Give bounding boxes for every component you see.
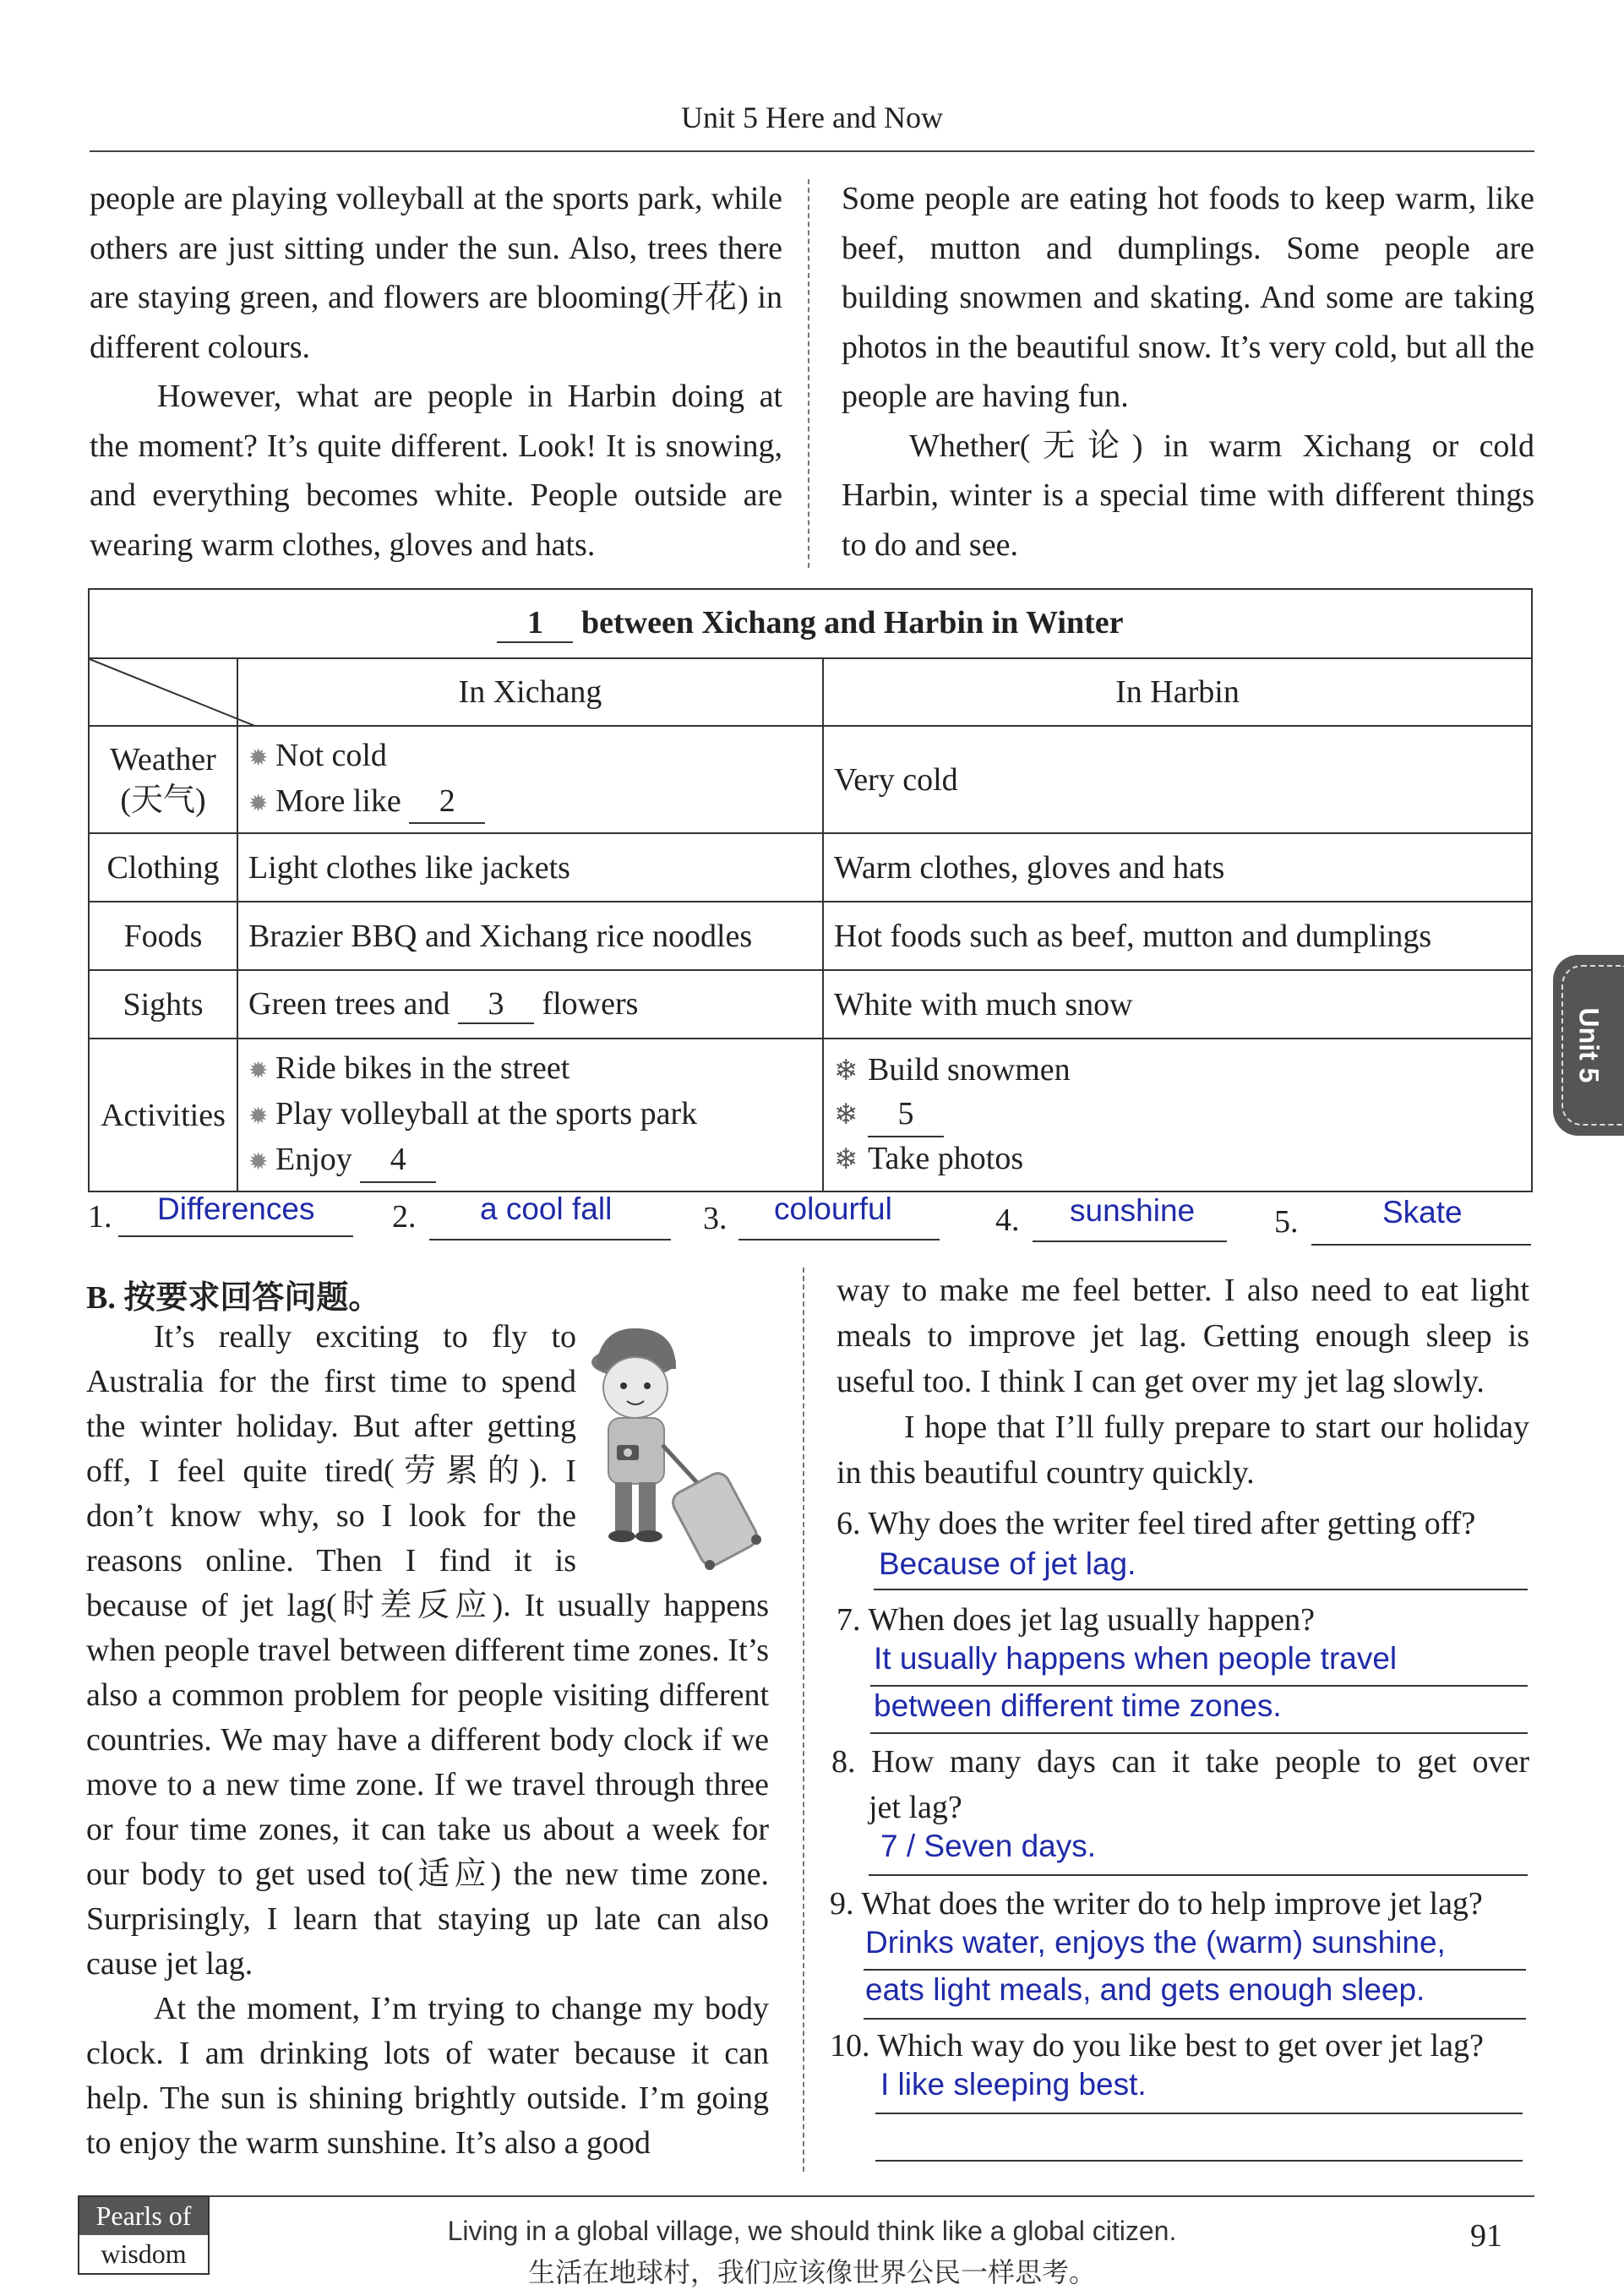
footer-rule xyxy=(90,2195,1534,2197)
passage-left-column xyxy=(90,174,782,570)
clothing-xichang: Light clothes like jackets xyxy=(237,833,823,902)
sights-xichang: Green trees and 3 flowers xyxy=(237,970,823,1039)
footer-quote-cn: 生活在地球村，我们应该像世界公民一样思考。 xyxy=(527,2257,1096,2287)
answer-line xyxy=(738,1239,940,1240)
passage-paragraph: way to make me feel better. I also need to eat light meals to improve jet lag. Getting enough sleep is useful too. I think I can get over my jet lag slowly. xyxy=(837,1273,1529,1399)
section-b-right-passage xyxy=(837,1268,1529,1496)
question-8-line1: 8. How many days can it take people to get over xyxy=(831,1744,1529,1780)
foods-xichang: Brazier BBQ and Xichang rice noodles xyxy=(237,902,823,970)
answer-line xyxy=(118,1235,353,1237)
answer-line xyxy=(875,2113,1523,2114)
section-b-passage-rest xyxy=(86,1584,769,2166)
unit-side-tab[interactable]: Unit 5 xyxy=(1553,955,1624,1136)
passage-line: Australia for the first time to spend xyxy=(86,1364,576,1399)
answer-line xyxy=(869,1874,1528,1876)
question-10: 10. Which way do you like best to get over jet lag? xyxy=(830,2028,1484,2064)
traveler-illustration xyxy=(583,1318,786,1572)
answer-9-line1[interactable]: Drinks water, enjoys the (warm) sunshine, xyxy=(865,1925,1446,1960)
answer-line xyxy=(870,1685,1528,1687)
passage-paragraph: However, what are people in Harbin doing at the moment? It’s quite different. Look! It is snowing, and everything becomes white. People outside are wearing warm clothes, gloves and hats. xyxy=(90,379,782,563)
snowflake-icon: ❄ xyxy=(834,1055,858,1087)
column-divider xyxy=(803,1268,804,2172)
answer-5: 5. xyxy=(1274,1204,1299,1240)
weather-harbin: Very cold xyxy=(823,726,1532,833)
section-b-title: B. 按要求回答问题。 xyxy=(86,1280,381,1316)
answer-7-line2[interactable]: between different time zones. xyxy=(874,1688,1282,1723)
snowflake-icon: ❄ xyxy=(834,1144,858,1175)
passage-paragraph: At the moment, I’m trying to change my body clock. I am drinking lots of water because it can help. The sun is shining brightly outside. I’m going to enjoy the warm sunshine. It’s also a good xyxy=(86,1991,769,2161)
column-divider xyxy=(808,179,809,568)
section-b-first-lines xyxy=(86,1315,576,1584)
answer-line xyxy=(864,1969,1526,1971)
sun-icon: ✹ xyxy=(248,1103,269,1130)
row-label-activities: Activities xyxy=(89,1039,237,1191)
passage-right-column xyxy=(842,174,1534,570)
sun-icon: ✹ xyxy=(248,1148,269,1175)
passage-line: don’t know why, so I look for the xyxy=(86,1498,576,1534)
blank-1[interactable]: 1 xyxy=(497,604,573,643)
passage-paragraph: Some people are eating hot foods to keep warm, like beef, mutton and dumplings. Some people are building snowmen and skating. And some are taking photos in the beautiful snow. It’s very cold, but all the people are having fun. xyxy=(842,181,1534,414)
passage-line: reasons online. Then I find it is xyxy=(86,1543,576,1578)
passage-line: the winter holiday. But after getting xyxy=(86,1409,576,1444)
activities-xichang: ✹ Ride bikes in the street ✹ Play volleyball at the sports park ✹ Enjoy 4 xyxy=(237,1039,823,1191)
foods-harbin: Hot foods such as beef, mutton and dumplings xyxy=(823,902,1532,970)
answer-4: 4. xyxy=(995,1202,1020,1238)
sights-harbin: White with much snow xyxy=(823,970,1532,1039)
footer-quote: Living in a global village, we should think like a global citizen. xyxy=(447,2216,1177,2246)
col-header-harbin: In Harbin xyxy=(823,658,1532,726)
passage-paragraph: because of jet lag(时差反应). It usually happens when people travel between different time zones. It’s also a common problem for people visiting different countries. We may have a different body clock if we move to a new time zone. If we travel through three or four time zones, it can take us about a week for our body to get used to(适应) the new time zone. Surprisingly, I learn that staying up late can also cause jet lag. xyxy=(86,1588,769,1982)
blank-5[interactable]: 5 xyxy=(868,1093,944,1137)
passage-line: off, I feel quite tired(劳累的). I xyxy=(86,1453,576,1489)
answer-line xyxy=(870,1732,1528,1734)
answer-9-line2[interactable]: eats light meals, and gets enough sleep. xyxy=(865,1972,1425,2007)
passage-paragraph: Whether(无论) in warm Xichang or cold Harbin, winter is a special time with different things to do and see. xyxy=(842,428,1534,563)
comparison-table xyxy=(88,588,1533,1192)
answer-line xyxy=(874,1589,1528,1590)
row-label-clothing: Clothing xyxy=(89,833,237,902)
answer-8[interactable]: 7 / Seven days. xyxy=(880,1829,1097,1863)
table-corner-cell xyxy=(89,658,237,726)
question-7: 7. When does jet lag usually happen? xyxy=(837,1602,1315,1638)
activities-harbin: ❄ Build snowmen ❄ 5 ❄ Take photos xyxy=(823,1039,1532,1191)
answer-line xyxy=(429,1239,671,1240)
answer-line xyxy=(864,2018,1526,2020)
answer-2: 2. xyxy=(392,1199,417,1235)
page-header: Unit 5 Here and Now xyxy=(681,101,943,134)
question-6: 6. Why does the writer feel tired after getting off? xyxy=(837,1506,1476,1541)
answer-3: 3. xyxy=(703,1201,728,1236)
answer-2-text[interactable]: a cool fall xyxy=(480,1191,613,1226)
col-header-xichang: In Xichang xyxy=(237,658,823,726)
row-label-foods: Foods xyxy=(89,902,237,970)
passage-line: It’s really exciting to fly to xyxy=(154,1319,576,1355)
question-8-line2: jet lag? xyxy=(869,1790,962,1825)
header-rule xyxy=(90,150,1534,152)
passage-paragraph: people are playing volleyball at the sports park, while others are just sitting under the sun. Also, trees there are staying green, and flowers are blooming(开花) in different colours. xyxy=(90,181,782,365)
row-label-weather: Weather (天气) xyxy=(89,726,237,833)
clothing-harbin: Warm clothes, gloves and hats xyxy=(823,833,1532,902)
answer-3-text[interactable]: colourful xyxy=(774,1191,892,1226)
answer-line xyxy=(1311,1244,1531,1246)
weather-xichang: ✹ Not cold ✹ More like 2 xyxy=(237,726,823,833)
sun-icon: ✹ xyxy=(248,744,269,772)
sun-icon: ✹ xyxy=(248,1057,269,1084)
answer-1: 1. xyxy=(88,1199,112,1235)
question-9: 9. What does the writer do to help improve jet lag? xyxy=(830,1886,1483,1922)
blank-2[interactable]: 2 xyxy=(409,780,485,824)
answer-4-text[interactable]: sunshine xyxy=(1070,1193,1196,1228)
row-label-sights: Sights xyxy=(89,970,237,1039)
answer-line xyxy=(875,2160,1523,2162)
table-title: 1 between Xichang and Harbin in Winter xyxy=(89,589,1532,658)
answer-line xyxy=(1033,1240,1227,1242)
answer-1-text[interactable]: Differences xyxy=(157,1191,315,1226)
blank-4[interactable]: 4 xyxy=(360,1138,436,1183)
sun-icon: ✹ xyxy=(248,790,269,817)
diagonal-line xyxy=(90,659,257,727)
answer-10[interactable]: I like sleeping best. xyxy=(880,2067,1147,2102)
blank-3[interactable]: 3 xyxy=(458,985,534,1024)
snowflake-icon: ❄ xyxy=(834,1099,858,1131)
answer-6[interactable]: Because of jet lag. xyxy=(879,1546,1136,1581)
passage-paragraph: I hope that I’ll fully prepare to start our holiday in this beautiful country quickly. xyxy=(837,1409,1529,1491)
answer-5-text[interactable]: Skate xyxy=(1382,1195,1463,1230)
pearls-of-wisdom-badge: Pearls of wisdom xyxy=(78,2195,210,2275)
page-number: 91 xyxy=(1470,2218,1502,2254)
answer-7-line1[interactable]: It usually happens when people travel xyxy=(874,1641,1398,1676)
